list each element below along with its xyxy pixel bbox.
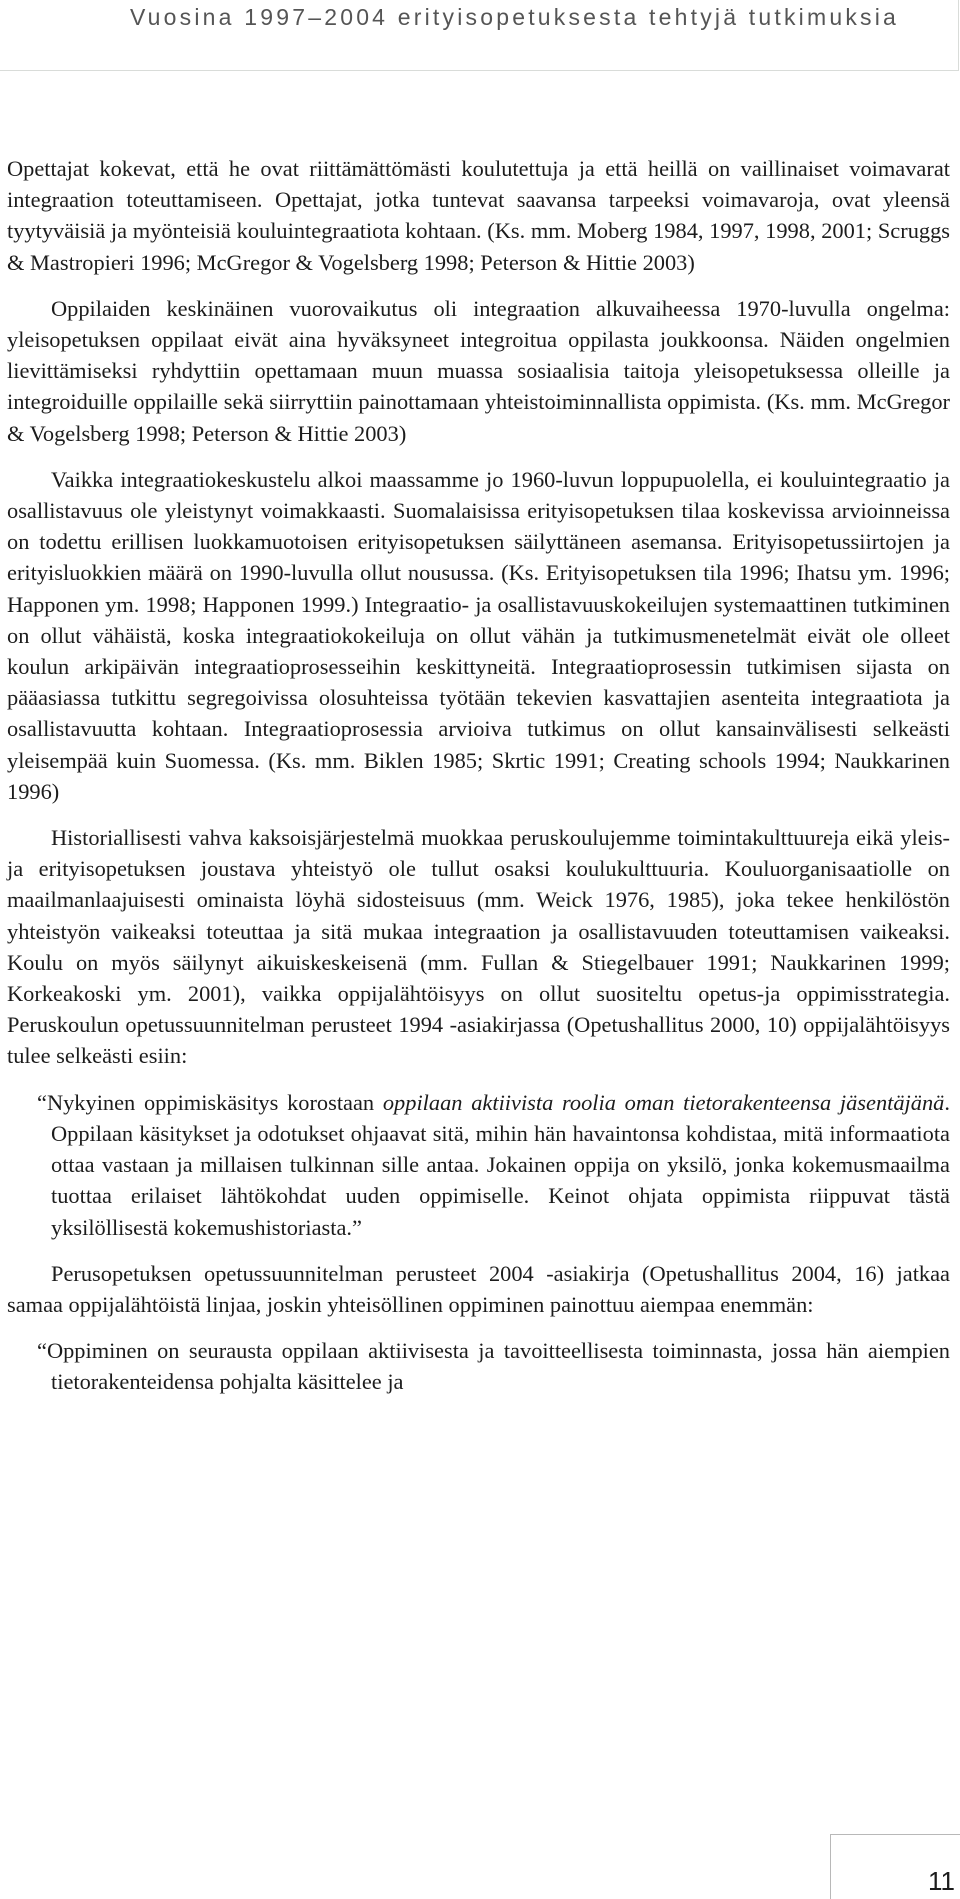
- paragraph-2: Oppilaiden keskinäinen vuorovaikutus oli integraation alkuvaiheessa 1970-luvulla ongelma: yleisopetuksen oppilaat eivät aina hyväksyneet integroitua oppilasta joukkoonsa. Näiden ongelmien lievittämiseksi ryhdyttiin opettamaan muun muassa sosiaalisia taitoja yleisopetuksessa olleille ja integroiduille oppilaille sekä siirryttiin painottamaan yhteistoiminnallista oppimista. (Ks. mm. McGregor & Vogelsberg 1998; Peterson & Hittie 2003): [7, 295, 950, 446]
- paragraph-3: Vaikka integraatiokeskustelu alkoi maassamme jo 1960-luvun loppupuolella, ei kouluintegraatio ja osallistavuus ole yleistynyt voimakkaasti. Suomalaisissa erityisopetuksen tilaa koskevissa arvioinneissa on todettu erillisen luokkamuotoisen erityisopetuksen säilyttäneen asemansa. Erityisopetussiirtojen ja erityisluokkien määrä on 1990-luvulla ollut nousussa. (Ks. Erityisopetuksen tila 1996; Ihatsu ym. 1996; Happonen ym. 1998; Happonen 1999.) Integraatio- ja osallistavuuskokeilujen systemaattinen tutkiminen on ollut vähäistä, koska integraatiokokeiluja on ollut vähän ja tutkimusmenetelmät eivät ole olleet koulun arkipäivän integraatioprosesseihin keskittyneitä. Integraatioprosessin tutkimisen sijasta on pääasiassa tutkittu segregoivissa olosuhteissa työtään tekevien kasvattajien asenteita integraatiota ja osallistavuutta kohtaan. Integraatioprosessia arvioiva tutkimus on ollut kansainvälisesti selkeästi yleisempää kuin Suomessa. (Ks. mm. Biklen 1985; Skrtic 1991; Creating schools 1994; Naukkarinen 1996): [7, 466, 950, 804]
- quote-1-end: . Oppilaan käsitykset ja odotukset ohjaavat sitä, mihin hän havaintonsa kohdistaa, mitä informaatiota ottaa vastaan ja millaisen tulkinnan sille antaa. Jokainen oppija on yksilö, jonka kokemusmaailma tuottaa erilaiset lähtökohdat uuden oppimiselle. Keinot ohjata oppimista riippuvat tästä yksilöllisestä kokemushistoriasta.”: [51, 1089, 950, 1240]
- running-header: [0, 0, 959, 71]
- block-quote-2: [37, 1335, 950, 1397]
- quote-2-text: “Oppiminen on seurausta oppilaan aktiivisesta ja tavoitteellisesta toiminnasta, jossa hän aiempien tietorakenteidensa pohjalta käsittelee ja: [37, 1338, 950, 1395]
- paragraph-5: Perusopetuksen opetussuunnitelman perusteet 2004 -asiakirja (Opetushallitus 2004, 16) jatkaa samaa oppijalähtöistä linjaa, joskin yhteisöllinen oppiminen painottuu aiempaa enemmän:: [7, 1260, 950, 1317]
- quote-1-text: [37, 1087, 950, 1243]
- quote-1-start: “Nykyinen oppimiskäsitys korostaan: [37, 1089, 383, 1115]
- page-body: [7, 153, 950, 1398]
- block-quote-1: [37, 1087, 950, 1243]
- page-footer: [830, 1834, 960, 1899]
- quote-1-emphasis: oppilaan aktiivista roolia oman tietorakenteensa jäsentäjänä: [382, 1089, 945, 1115]
- paragraph-4: Historiallisesti vahva kaksoisjärjestelmä muokkaa peruskoulujemme toimintakulttuureja eikä yleis- ja erityisopetuksen joustava yhteistyö ole tullut osaksi koulukulttuuria. Kouluorganisaatiolle on maailmanlaajuisesti ominaista löyhä sidosteisuus (mm. Weick 1976, 1985), joka tekee henkilöstön yhteistyön vaikeaksi toteuttaa ja sitä mukaa integraation ja osallistavuuden toteuttamisen vaikeaksi. Koulu on myös säilynyt aikuiskeskeisenä (mm. Fullan & Stiegelbauer 1991; Naukkarinen 1999; Korkeakoski ym. 2001), vaikka oppijalähtöisyys on ollut suositeltu opetus-ja oppimisstrategia. Peruskoulun opetussuunnitelman perusteet 1994 -asiakirjassa (Opetushallitus 2000, 10) oppijalähtöisyys tulee selkeästi esiin:: [7, 825, 950, 1069]
- running-title: Vuosina 1997–2004 erityisopetuksesta tehtyjä tutkimuksia: [130, 4, 900, 30]
- page-number: 11: [928, 1866, 955, 1896]
- paragraph-1: Opettajat kokevat, että he ovat riittämättömästi koulutettuja ja että heillä on vaillinaiset voimavarat integraation toteuttamiseen. Opettajat, jotka tuntevat saavansa tarpeeksi voimavaroja, ovat yleensä tyytyväisiä ja myönteisiä kouluintegraatiota kohtaan. (Ks. mm. Moberg 1984, 1997, 1998, 2001; Scruggs & Mastropieri 1996; McGregor & Vogelsberg 1998; Peterson & Hittie 2003): [7, 156, 950, 275]
